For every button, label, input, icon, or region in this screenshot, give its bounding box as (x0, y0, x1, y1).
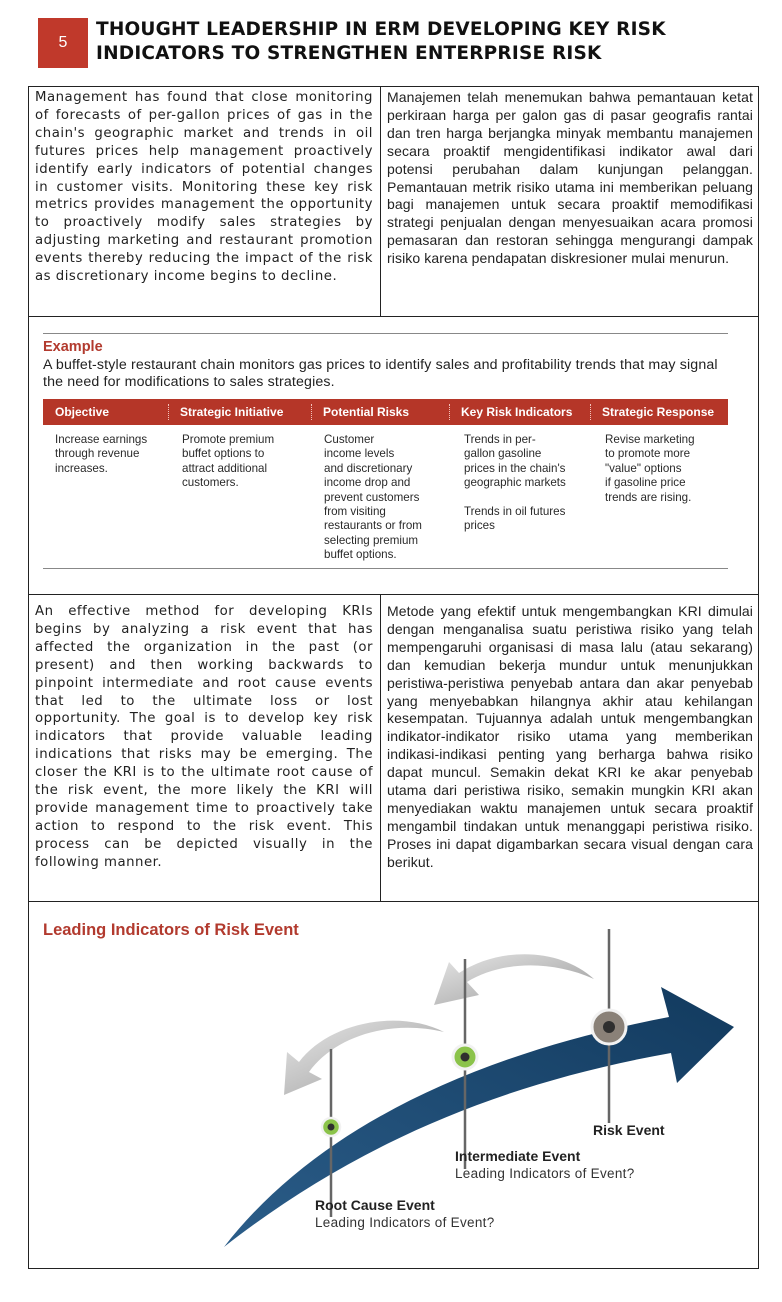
paragraph-english-1: Management has found that close monitoring of forecasts of per-gallon prices of gas in the chain's geographic market and trends in oil futures prices help management proactively identify early indicators of potential changes in customer visits. Monitoring these key risk metrics provides management the opportunity to proactively modify sales strategies by adjusting marketing and restaurant promotion events thereby reducing the impact of the risk as discretionary income begins to decline. (35, 90, 373, 285)
example-description: A buffet-style restaurant chain monitors gas prices to identify sales and profitability trends that may signal the need for modifications to sales strategies. (43, 357, 718, 390)
column-divider (380, 87, 381, 316)
example-cell-potential-risks: Customer income levels and discretionary income drop and prevent customers from visiting restaurants or from selecting premium buffet options. (324, 433, 422, 562)
risk-event-label: Risk Event (593, 1122, 665, 1138)
example-bottom-rule (43, 568, 728, 569)
row-divider (29, 901, 758, 902)
root-cause-marker (322, 1118, 340, 1136)
example-cell-objective: Increase earnings through revenue increases. (55, 433, 148, 475)
paragraph-english-2: An effective method for developing KRIs begins by analyzing a risk event that has affected the organization in the past (or present) and then working backwards to pinpoint intermediate and root cause events that led to the ultimate loss or lost opportunity. The goal is to develop key risk indicators that provide valuable leading indications that risks may be emerging. The closer the KRI is to the ultimate root cause of the risk event, the more likely the KRI will provide management time to proactively take action to respond to the risk event. This process can be depicted visually in the following manner. (35, 604, 373, 870)
column-divider (380, 594, 381, 901)
backward-arrow-lower (284, 1021, 444, 1095)
intermediate-event-sub: Leading Indicators of Event? (455, 1166, 635, 1181)
page-title-line-2: INDICATORS TO STRENGTHEN ENTERPRISE RISK (96, 43, 602, 64)
example-cell-strategic-initiative: Promote premium buffet options to attract additional customers. (182, 433, 275, 490)
page-title (96, 18, 756, 66)
content-table (28, 86, 759, 1269)
example-title: Example (43, 339, 103, 355)
page-title-line-1: THOUGHT LEADERSHIP IN ERM DEVELOPING KEY RISK (96, 19, 666, 40)
main-trend-arrow (224, 987, 734, 1247)
risk-event-marker (592, 1010, 626, 1044)
row-divider (29, 594, 758, 595)
example-col-objective: Objective (55, 405, 110, 419)
example-col-key-risk-indicators: Key Risk Indicators (449, 399, 590, 425)
paragraph-indonesian-1: Manajemen telah menemukan bahwa pemantauan ketat perkiraan harga per galon gas di pasar geografis rantai dan tren harga berjangka minyak membantu manajemen secara proaktif mengidentifikasi indikator awal dari potensi perubahan dalam kunjungan pelanggan. Pemantauan metrik risiko utama ini memberikan peluang bagi manajemen untuk secara proaktif memodifikasi strategi penjualan dengan menyesuaikan acara promosi pemasaran dan restoran sehingga mengurangi dampak risiko karena pendapatan diskresioner mulai menurun. (387, 89, 753, 267)
backward-arrow-upper (434, 954, 594, 1005)
example-col-strategic-response: Strategic Response (590, 399, 728, 425)
example-col-strategic-initiative: Strategic Initiative (168, 399, 311, 425)
root-cause-label: Root Cause Event (315, 1197, 435, 1213)
example-cell-strategic-response: Revise marketing to promote more "value" options if gasoline price trends are rising. (605, 433, 695, 504)
intermediate-event-label: Intermediate Event (455, 1148, 581, 1164)
example-col-potential-risks: Potential Risks (311, 399, 449, 425)
row-divider (29, 316, 758, 317)
leading-indicators-diagram (29, 907, 757, 1267)
diagram-title: Leading Indicators of Risk Event (43, 921, 299, 939)
intermediate-marker (453, 1045, 477, 1069)
example-top-rule (43, 333, 728, 334)
page-number-badge: 5 (38, 18, 88, 68)
page-header (38, 16, 758, 70)
root-cause-sub: Leading Indicators of Event? (315, 1215, 495, 1230)
example-cell-key-risk-indicators: Trends in per- gallon gasoline prices in the chain's geographic markets Trends in oil futures prices (464, 433, 566, 533)
paragraph-indonesian-2: Metode yang efektif untuk mengembangkan KRI dimulai dengan menganalisa suatu peristiwa risiko yang telah mempengaruhi organisasi di masa lalu (atau sekarang) dan kemudian bekerja mundur untuk menunjukkan peristiwa-peristiwa penyebab antara dan akar penyebab yang menyebabkan hilangnya akhir atau kehilangan kesempatan. Tujuannya adalah untuk mengembangkan indikator-indikator risiko utama yang memberikan indikasi-indikasi penting yang berharga bahwa risiko dapat muncul. Semakin dekat KRI ke akar penyebab utama dari peristiwa risiko, semakin mungkin KRI akan menyediakan waktu manajemen untuk secara proaktif mengambil tindakan untuk menanggapi peristiwa risiko. Proses ini dapat digambarkan secara visual dengan cara berikut. (387, 603, 753, 870)
example-header-bar (43, 399, 728, 425)
